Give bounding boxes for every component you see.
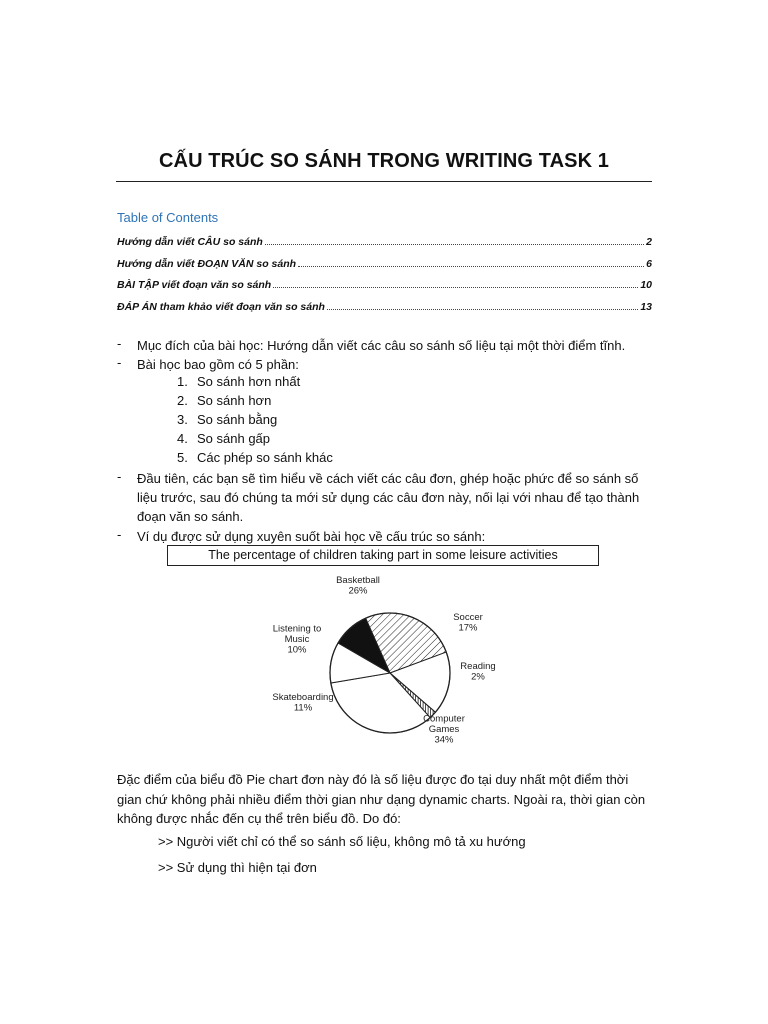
toc-entry[interactable] <box>117 301 652 315</box>
toc-entry-page: 13 <box>640 301 652 313</box>
bullet-dash: - <box>117 469 122 484</box>
pie-label-reading: Reading 2% <box>460 660 496 683</box>
bullet-purpose: Mục đích của bài học: Hướng dẫn viết các câu so sánh số liệu tại một thời điểm tĩnh. <box>137 338 626 353</box>
paragraph-line: Đặc điểm của biểu đồ Pie chart đơn này đó là số liệu được đo tại duy nhất một điểm thời <box>117 772 629 787</box>
pie-label-basketball: Basketball 26% <box>336 574 380 597</box>
part-number: 2. <box>177 393 188 408</box>
toc-entry-label: Hướng dẫn viết CÂU so sánh <box>117 236 263 248</box>
toc-leader-dots <box>327 309 638 310</box>
chart-title: The percentage of children taking part in some leisure activities <box>167 545 599 566</box>
toc-entry[interactable] <box>117 236 652 250</box>
note-compare-only: >> Người viết chỉ có thể so sánh số liệu, không mô tả xu hướng <box>158 834 526 849</box>
toc-entry-page: 6 <box>646 258 652 270</box>
bullet-first-step-line: Đầu tiên, các bạn sẽ tìm hiểu về cách viết các câu đơn, ghép hoặc phức để so sánh số <box>137 471 639 486</box>
part-text: So sánh bằng <box>197 412 278 427</box>
toc-entry[interactable] <box>117 279 652 293</box>
bullet-first-step-line: đoạn văn so sánh. <box>137 509 244 524</box>
pie-label-skateboarding: Skateboarding 11% <box>272 691 334 714</box>
paragraph-line: gian chứ không phải nhiều điểm thời gian như dạng dynamic charts. Ngoài ra, thời gian còn <box>117 792 646 807</box>
title-underline <box>116 181 652 182</box>
pie-chart <box>250 570 510 765</box>
part-number: 3. <box>177 412 188 427</box>
toc-entry[interactable] <box>117 258 652 272</box>
part-text: So sánh gấp <box>197 431 271 446</box>
part-text: So sánh hơn nhất <box>197 374 301 389</box>
toc-entry-page: 2 <box>646 236 652 248</box>
bullet-parts-intro: Bài học bao gồm có 5 phần: <box>137 357 299 372</box>
note-present-simple: >> Sử dụng thì hiện tại đơn <box>158 860 317 875</box>
document-title: CẤU TRÚC SO SÁNH TRONG WRITING TASK 1 <box>159 150 609 172</box>
bullet-dash: - <box>117 527 122 542</box>
pie-label-listening-to-music: Listening to Music 10% <box>272 623 322 656</box>
paragraph-line: không được nhắc đến cụ thể trên biểu đồ. Do đó: <box>117 811 401 826</box>
bullet-dash: - <box>117 336 122 351</box>
pie-label-computer-games: Computer Games 34% <box>423 713 465 746</box>
part-number: 4. <box>177 431 188 446</box>
toc-entry-label: BÀI TẬP viết đoạn văn so sánh <box>117 279 272 291</box>
toc-entry-label: Hướng dẫn viết ĐOẠN VĂN so sánh <box>117 258 297 270</box>
bullet-example: Ví dụ được sử dụng xuyên suốt bài học về cấu trúc so sánh: <box>137 529 486 544</box>
toc-leader-dots <box>265 244 644 245</box>
toc-entry-page: 10 <box>640 279 652 291</box>
toc-leader-dots <box>298 266 644 267</box>
part-number: 1. <box>177 374 188 389</box>
bullet-first-step-line: liệu trước, sau đó chúng ta mới sử dụng các câu đơn này, nối lại với nhau để tạo thành <box>137 490 640 505</box>
part-text: So sánh hơn <box>197 393 272 408</box>
toc-heading: Table of Contents <box>117 210 219 225</box>
toc-entry-label: ĐÁP ÁN tham khảo viết đoạn văn so sánh <box>117 301 325 313</box>
bullet-dash: - <box>117 355 122 370</box>
part-text: Các phép so sánh khác <box>197 450 333 465</box>
pie-label-soccer: Soccer 17% <box>453 611 483 634</box>
part-number: 5. <box>177 450 188 465</box>
toc-leader-dots <box>273 287 638 288</box>
